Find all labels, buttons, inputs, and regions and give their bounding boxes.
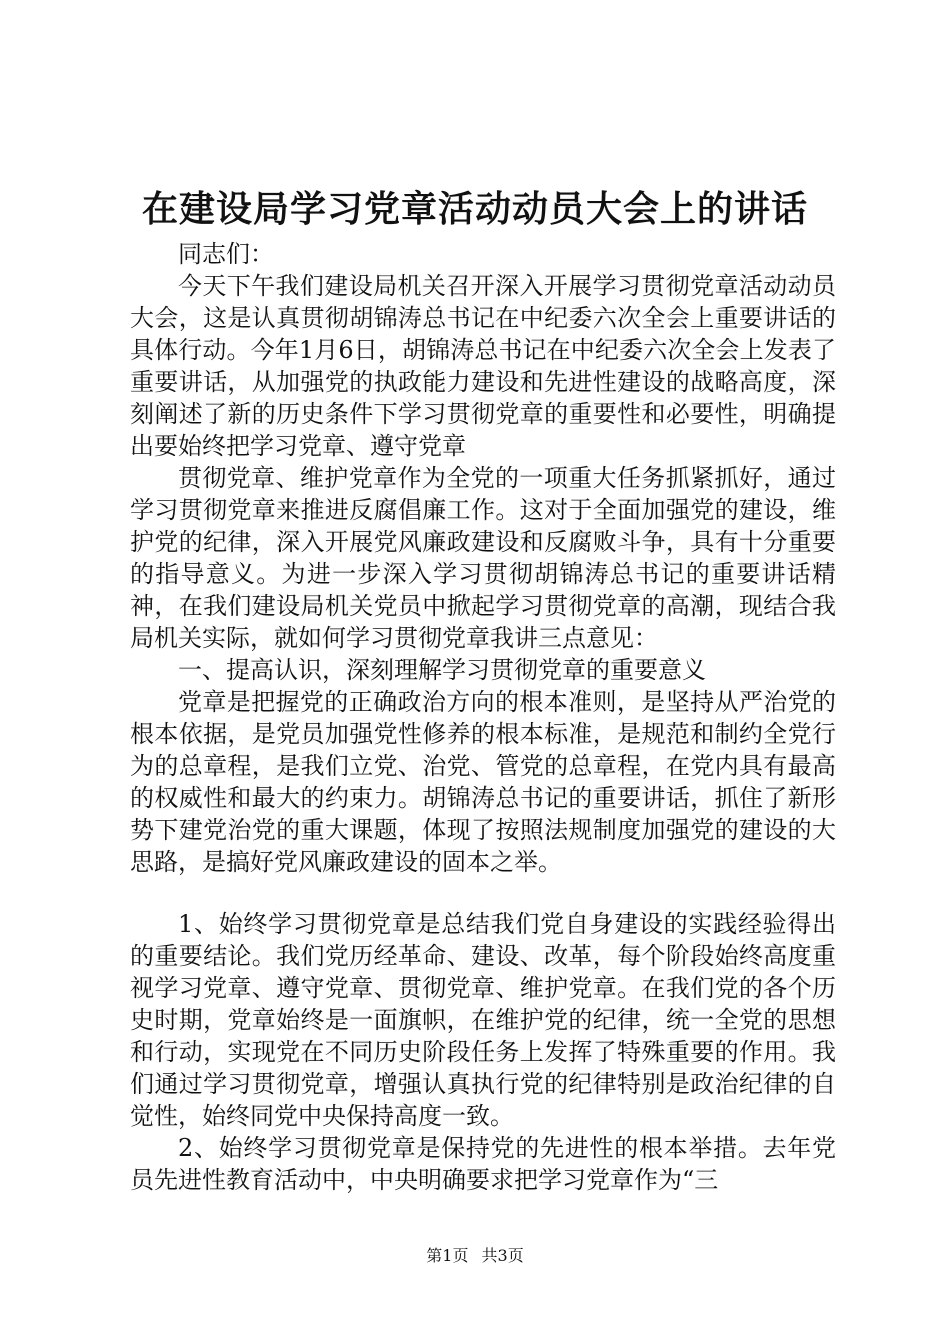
body-paragraph: 党章是把握党的正确政治方向的根本准则，是坚持从严治党的根本依据，是党员加强党性修养的根本标准，是规范和制约全党行为的总章程，是我们立党、治党、管党的总章程，在党内具有最高的权威性和最大的约束力。胡锦涛总书记的重要讲话，抓住了新形势下建党治党的重大课题，体现了按照法规制度加强党的建设的大思路，是搞好党风廉政建设的固本之举。 [130, 688, 836, 876]
body-paragraph: 贯彻党章、维护党章作为全党的一项重大任务抓紧抓好，通过学习贯彻党章来推进反腐倡廉工作。这对于全面加强党的建设，维护党的纪律，深入开展党风廉政建设和反腐败斗争，具有十分重要的指导意义。为进一步深入学习贯彻胡锦涛总书记的重要讲话精神，在我们建设局机关党员中掀起学习贯彻党章的高潮，现结合我局机关实际，就如何学习贯彻党章我讲三点意见： [130, 464, 836, 652]
section-heading: 一、提高认识，深刻理解学习贯彻党章的重要意义 [178, 656, 706, 684]
body-paragraph: 今天下午我们建设局机关召开深入开展学习贯彻党章活动动员大会，这是认真贯彻胡锦涛总书记在中纪委六次全会上重要讲话的具体行动。今年1月6日，胡锦涛总书记在中纪委六次全会上发表了重要讲话，从加强党的执政能力建设和先进性建设的战略高度，深刻阐述了新的历史条件下学习贯彻党章的重要性和必要性，明确提出要始终把学习党章、遵守党章 [130, 272, 836, 460]
document-body [130, 238, 836, 1196]
numbered-paragraph: 2、始终学习贯彻党章是保持党的先进性的根本举措。去年党员先进性教育活动中，中央明确要求把学习党章作为“三 [130, 1134, 836, 1194]
document-title: 在建设局学习党章活动动员大会上的讲话 [141, 188, 808, 230]
salutation-paragraph: 同志们： [178, 240, 274, 268]
paragraph-spacer [130, 878, 836, 908]
page-footer [0, 1244, 950, 1268]
numbered-paragraph: 1、始终学习贯彻党章是总结我们党自身建设的实践经验得出的重要结论。我们党历经革命、建设、改革，每个阶段始终高度重视学习党章、遵守党章、贯彻党章、维护党章。在我们党的各个历史时期，党章始终是一面旗帜，在维护党的纪律，统一全党的思想和行动，实现党在不同历史阶段任务上发挥了特殊重要的作用。我们通过学习贯彻党章，增强认真执行党的纪律特别是政治纪律的自觉性，始终同党中央保持高度一致。 [130, 910, 836, 1130]
page-number: 第1页 [426, 1246, 469, 1265]
page-total: 共3页 [481, 1246, 524, 1265]
